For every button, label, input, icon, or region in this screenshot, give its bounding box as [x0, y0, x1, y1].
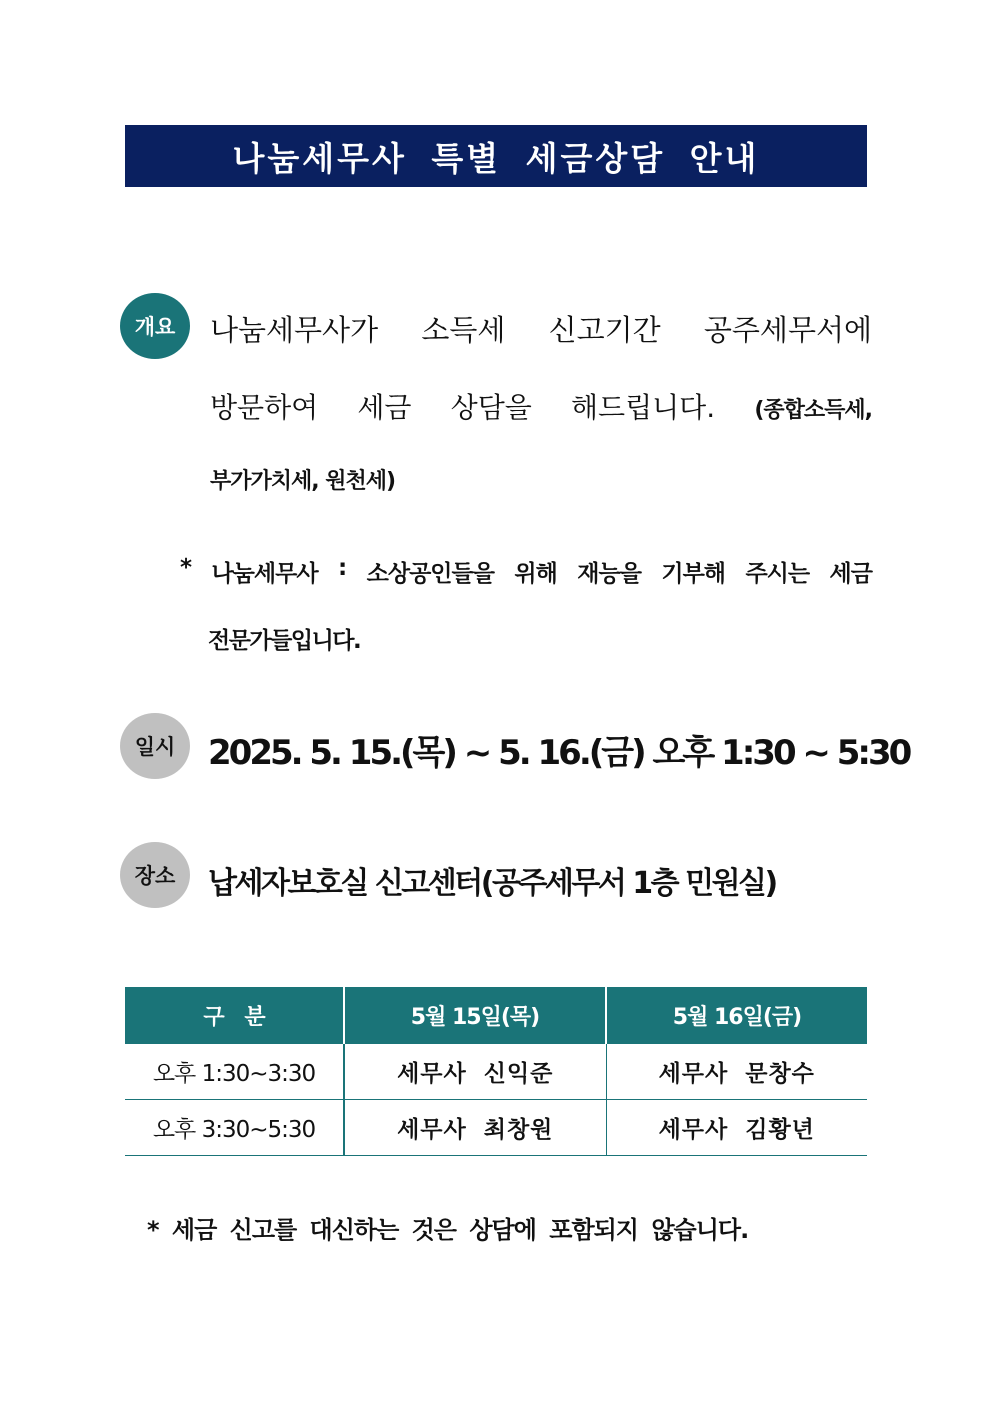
schedule-badge: 일시 — [120, 713, 190, 779]
overview-line-1 — [210, 308, 872, 349]
page-title: 나눔세무사 특별 세금상담 안내 — [125, 125, 867, 187]
overview-note — [180, 555, 872, 588]
overview-note-line-2: 전문가들입니다. — [208, 628, 361, 654]
overview-word: 소득세 — [421, 313, 506, 347]
note-word: 기부해 — [661, 561, 726, 587]
table-header-row — [125, 987, 867, 1044]
overview-word: 해드립니다. — [570, 391, 716, 424]
note-word: 나눔세무사 — [211, 561, 318, 587]
overview-badge: 개요 — [120, 293, 190, 359]
overview-word: 상담을 — [450, 391, 532, 424]
note-word: * — [180, 555, 192, 581]
table-header-cell: 5월 16일(금) — [606, 987, 867, 1044]
advisor-cell: 세무사 김황년 — [606, 1100, 867, 1156]
note-word: 위해 — [514, 561, 557, 587]
schedule-datetime: 2025. 5. 15.(목) ~ 5. 16.(금) 오후 1:30 ~ 5:30 — [208, 733, 910, 773]
note-word: : — [338, 555, 347, 581]
note-word: 재능을 — [577, 561, 641, 587]
table-row — [125, 1100, 867, 1156]
overview-line-2 — [210, 386, 872, 426]
overview-word: 공주세무서에 — [703, 313, 872, 347]
advisor-cell: 세무사 신익준 — [344, 1044, 606, 1100]
location-badge: 장소 — [120, 842, 190, 908]
overview-word: 방문하여 — [210, 391, 319, 424]
note-word: 소상공인들을 — [366, 561, 494, 587]
footnote: * 세금 신고를 대신하는 것은 상담에 포함되지 않습니다. — [147, 1216, 749, 1244]
schedule-table — [125, 987, 867, 1156]
table-header-cell: 구 분 — [125, 987, 344, 1044]
time-slot-cell: 오후 1:30~3:30 — [125, 1044, 344, 1100]
note-word: 주시는 — [745, 561, 810, 587]
table-header-cell: 5월 15일(목) — [344, 987, 606, 1044]
location-text: 납세자보호실 신고센터(공주세무서 1층 민원실) — [208, 866, 776, 901]
note-word: 세금 — [829, 561, 872, 587]
advisor-cell: 세무사 최창원 — [344, 1100, 606, 1156]
overview-word: 신고기간 — [548, 313, 661, 347]
table-row — [125, 1044, 867, 1100]
advisor-cell: 세무사 문창수 — [606, 1044, 867, 1100]
overview-word: 나눔세무사가 — [210, 313, 379, 347]
overview-line-3: 부가가치세, 원천세) — [210, 469, 396, 494]
time-slot-cell: 오후 3:30~5:30 — [125, 1100, 344, 1156]
overview-tax-types: (종합소득세, — [754, 398, 872, 423]
overview-word: 세금 — [357, 391, 412, 424]
